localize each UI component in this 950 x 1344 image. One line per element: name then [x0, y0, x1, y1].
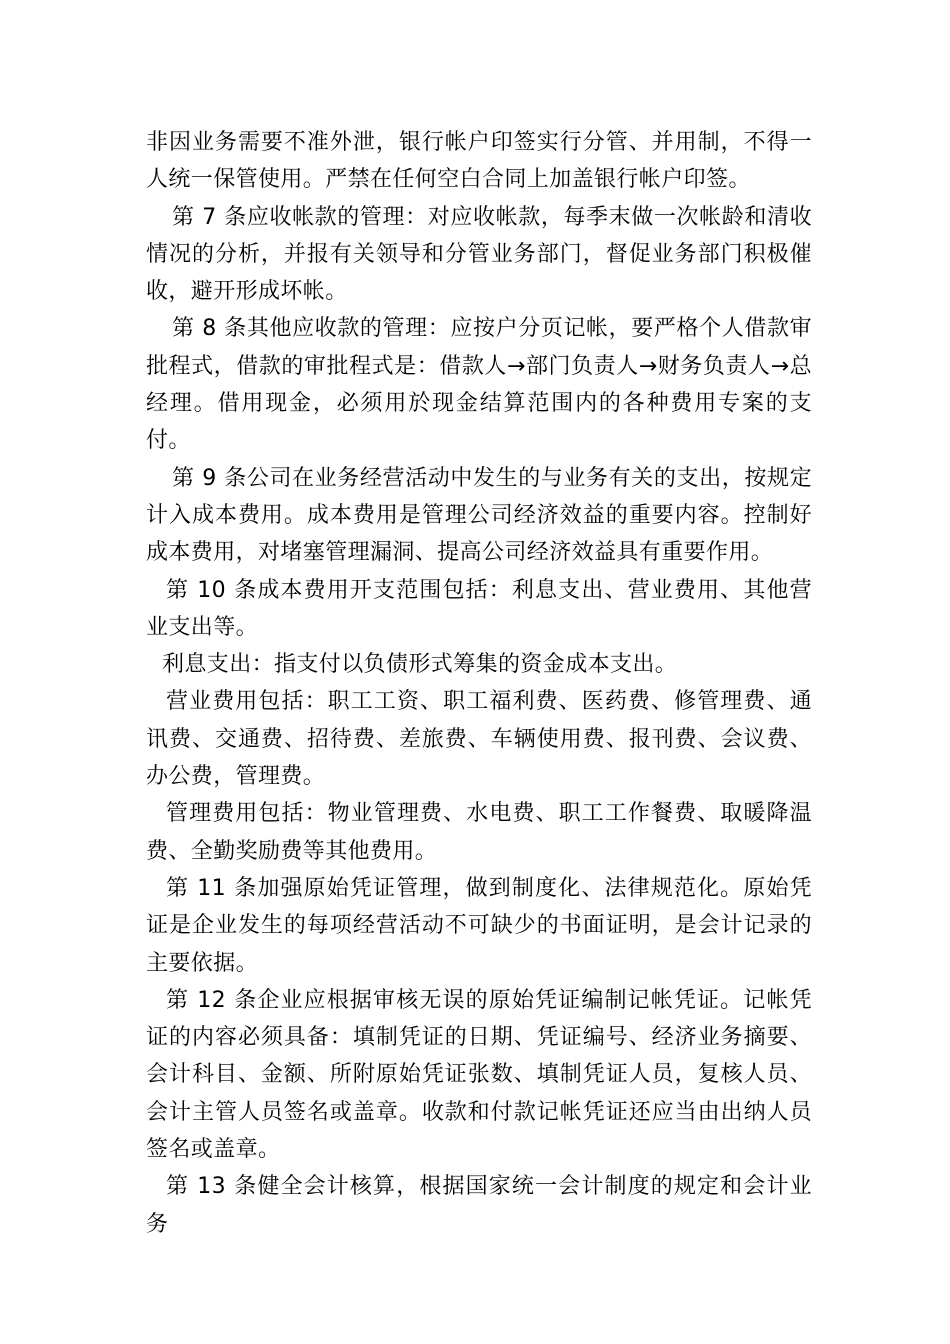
paragraph-continuation: 非因业务需要不准外泄，银行帐户印签实行分管、并用制，不得一人统一保管使用。严禁在任何空白合同上加盖银行帐户印签。 [146, 130, 812, 193]
paragraph-article-12: 第 12 条企业应根据审核无误的原始凭证编制记帐凭证。记帐凭证的内容必须具备：填制凭证的日期、凭证编号、经济业务摘要、会计科目、金额、所附原始凭证张数、填制凭证人员，复核人员、会计主管人员签名或盖章。收款和付款记帐凭证还应当由出纳人员签名或盖章。 [146, 987, 812, 1163]
paragraph-article-13: 第 13 条健全会计核算，根据国家统一会计制度的规定和会计业务 [146, 1174, 812, 1237]
paragraph-article-9: 第 9 条公司在业务经营活动中发生的与业务有关的支出，按规定计入成本费用。成本费用是管理公司经济效益的重要内容。控制好成本费用，对堵塞管理漏洞、提高公司经济效益具有重要作用。 [146, 465, 812, 566]
paragraph-article-8: 第 8 条其他应收款的管理：应按户分页记帐，要严格个人借款审批程式，借款的审批程式是：借款人→部门负责人→财务负责人→总经理。借用现金，必须用於现金结算范围内的各种费用专案的支付。 [146, 316, 812, 454]
paragraph-operating-expense: 营业费用包括：职工工资、职工福利费、医药费、修管理费、通讯费、交通费、招待费、差旅费、车辆使用费、报刊费、会议费、办公费，管理费。 [146, 689, 812, 790]
paragraph-article-7: 第 7 条应收帐款的管理：对应收帐款，每季末做一次帐龄和清收情况的分析，并报有关领导和分管业务部门，督促业务部门积极催收，避开形成坏帐。 [146, 204, 812, 305]
paragraph-article-11: 第 11 条加强原始凭证管理，做到制度化、法律规范化。原始凭证是企业发生的每项经营活动不可缺少的书面证明，是会计记录的主要依据。 [146, 875, 812, 976]
paragraph-article-10: 第 10 条成本费用开支范围包括：利息支出、营业费用、其他营业支出等。 [146, 577, 812, 640]
document-body [146, 124, 812, 1243]
paragraph-interest-expense: 利息支出：指支付以负债形式筹集的资金成本支出。 [162, 652, 678, 678]
paragraph-admin-expense: 管理费用包括：物业管理费、水电费、职工工作餐费、取暖降温费、全勤奖励费等其他费用。 [146, 801, 812, 864]
